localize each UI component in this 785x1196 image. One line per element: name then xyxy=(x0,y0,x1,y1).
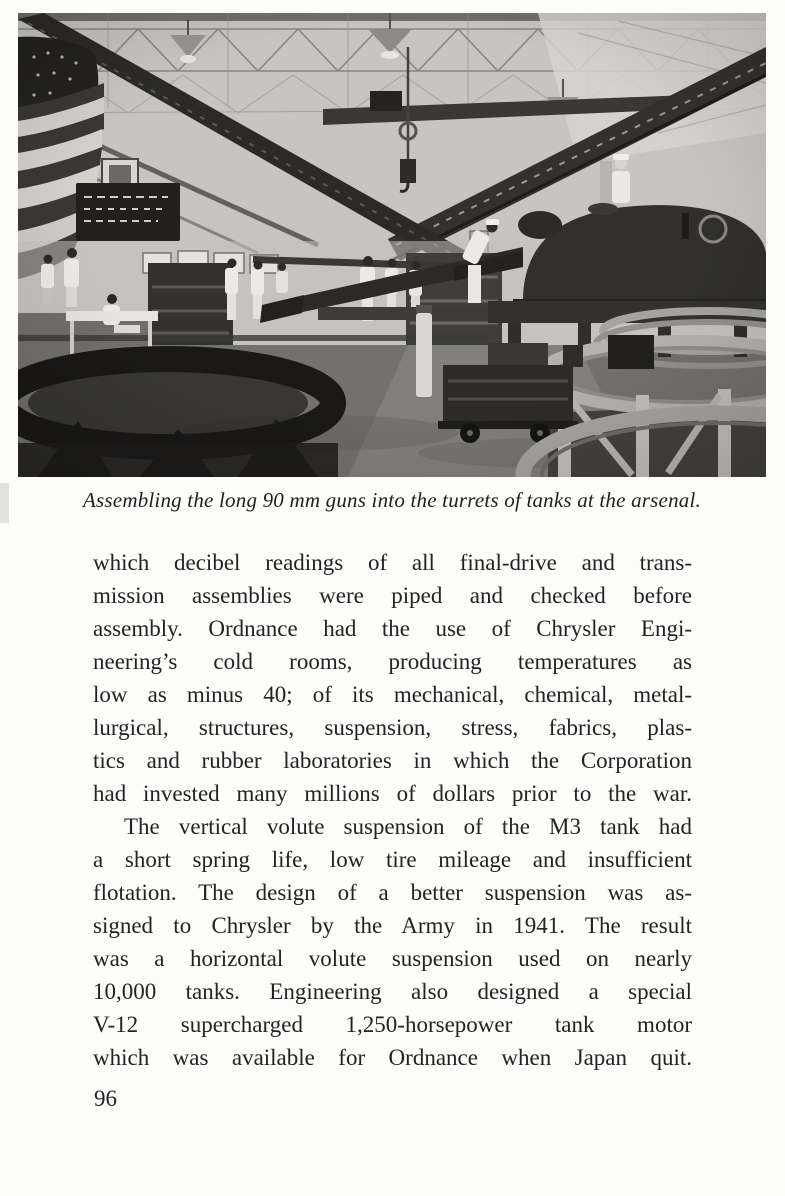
body-text-line: V-12 supercharged 1,250-horsepower tank motor xyxy=(93,1012,692,1037)
photo-caption: Assembling the long 90 mm guns into the turrets of tanks at the arsenal. xyxy=(83,488,701,512)
body-text xyxy=(93,546,692,1074)
body-text-line: low as minus 40; of its mechanical, chemical, metal- xyxy=(93,682,692,707)
body-text-line: which was available for Ordnance when Japan quit. xyxy=(93,1045,692,1070)
paragraph-1 xyxy=(93,546,692,810)
scan-artifact-mark xyxy=(0,483,9,523)
arsenal-photo xyxy=(18,13,766,477)
body-text-line: 10,000 tanks. Engineering also designed a special xyxy=(93,979,692,1004)
body-text-line: signed to Chrysler by the Army in 1941. The result xyxy=(93,913,692,938)
body-text-line: was a horizontal volute suspension used on nearly xyxy=(93,946,692,971)
body-text-line: flotation. The design of a better suspension was as- xyxy=(93,880,692,905)
arsenal-photo-illustration xyxy=(18,13,766,477)
paragraph-2 xyxy=(93,810,692,1074)
body-text-line: neering’s cold rooms, producing temperatures as xyxy=(93,649,692,674)
body-text-line: lurgical, structures, suspension, stress, fabrics, plas- xyxy=(93,715,692,740)
body-text-line: had invested many millions of dollars prior to the war. xyxy=(93,781,692,806)
body-text-line: tics and rubber laboratories in which the Corporation xyxy=(93,748,692,773)
page-number: 96 xyxy=(94,1086,117,1111)
body-text-line: mission assemblies were piped and checked before xyxy=(93,583,692,608)
body-text-line: which decibel readings of all final-drive and trans- xyxy=(93,550,692,575)
body-text-line: The vertical volute suspension of the M3 tank had xyxy=(124,814,692,839)
body-text-line: assembly. Ordnance had the use of Chrysler Engi- xyxy=(93,616,692,641)
body-text-line: a short spring life, low tire mileage and insufficient xyxy=(93,847,692,872)
